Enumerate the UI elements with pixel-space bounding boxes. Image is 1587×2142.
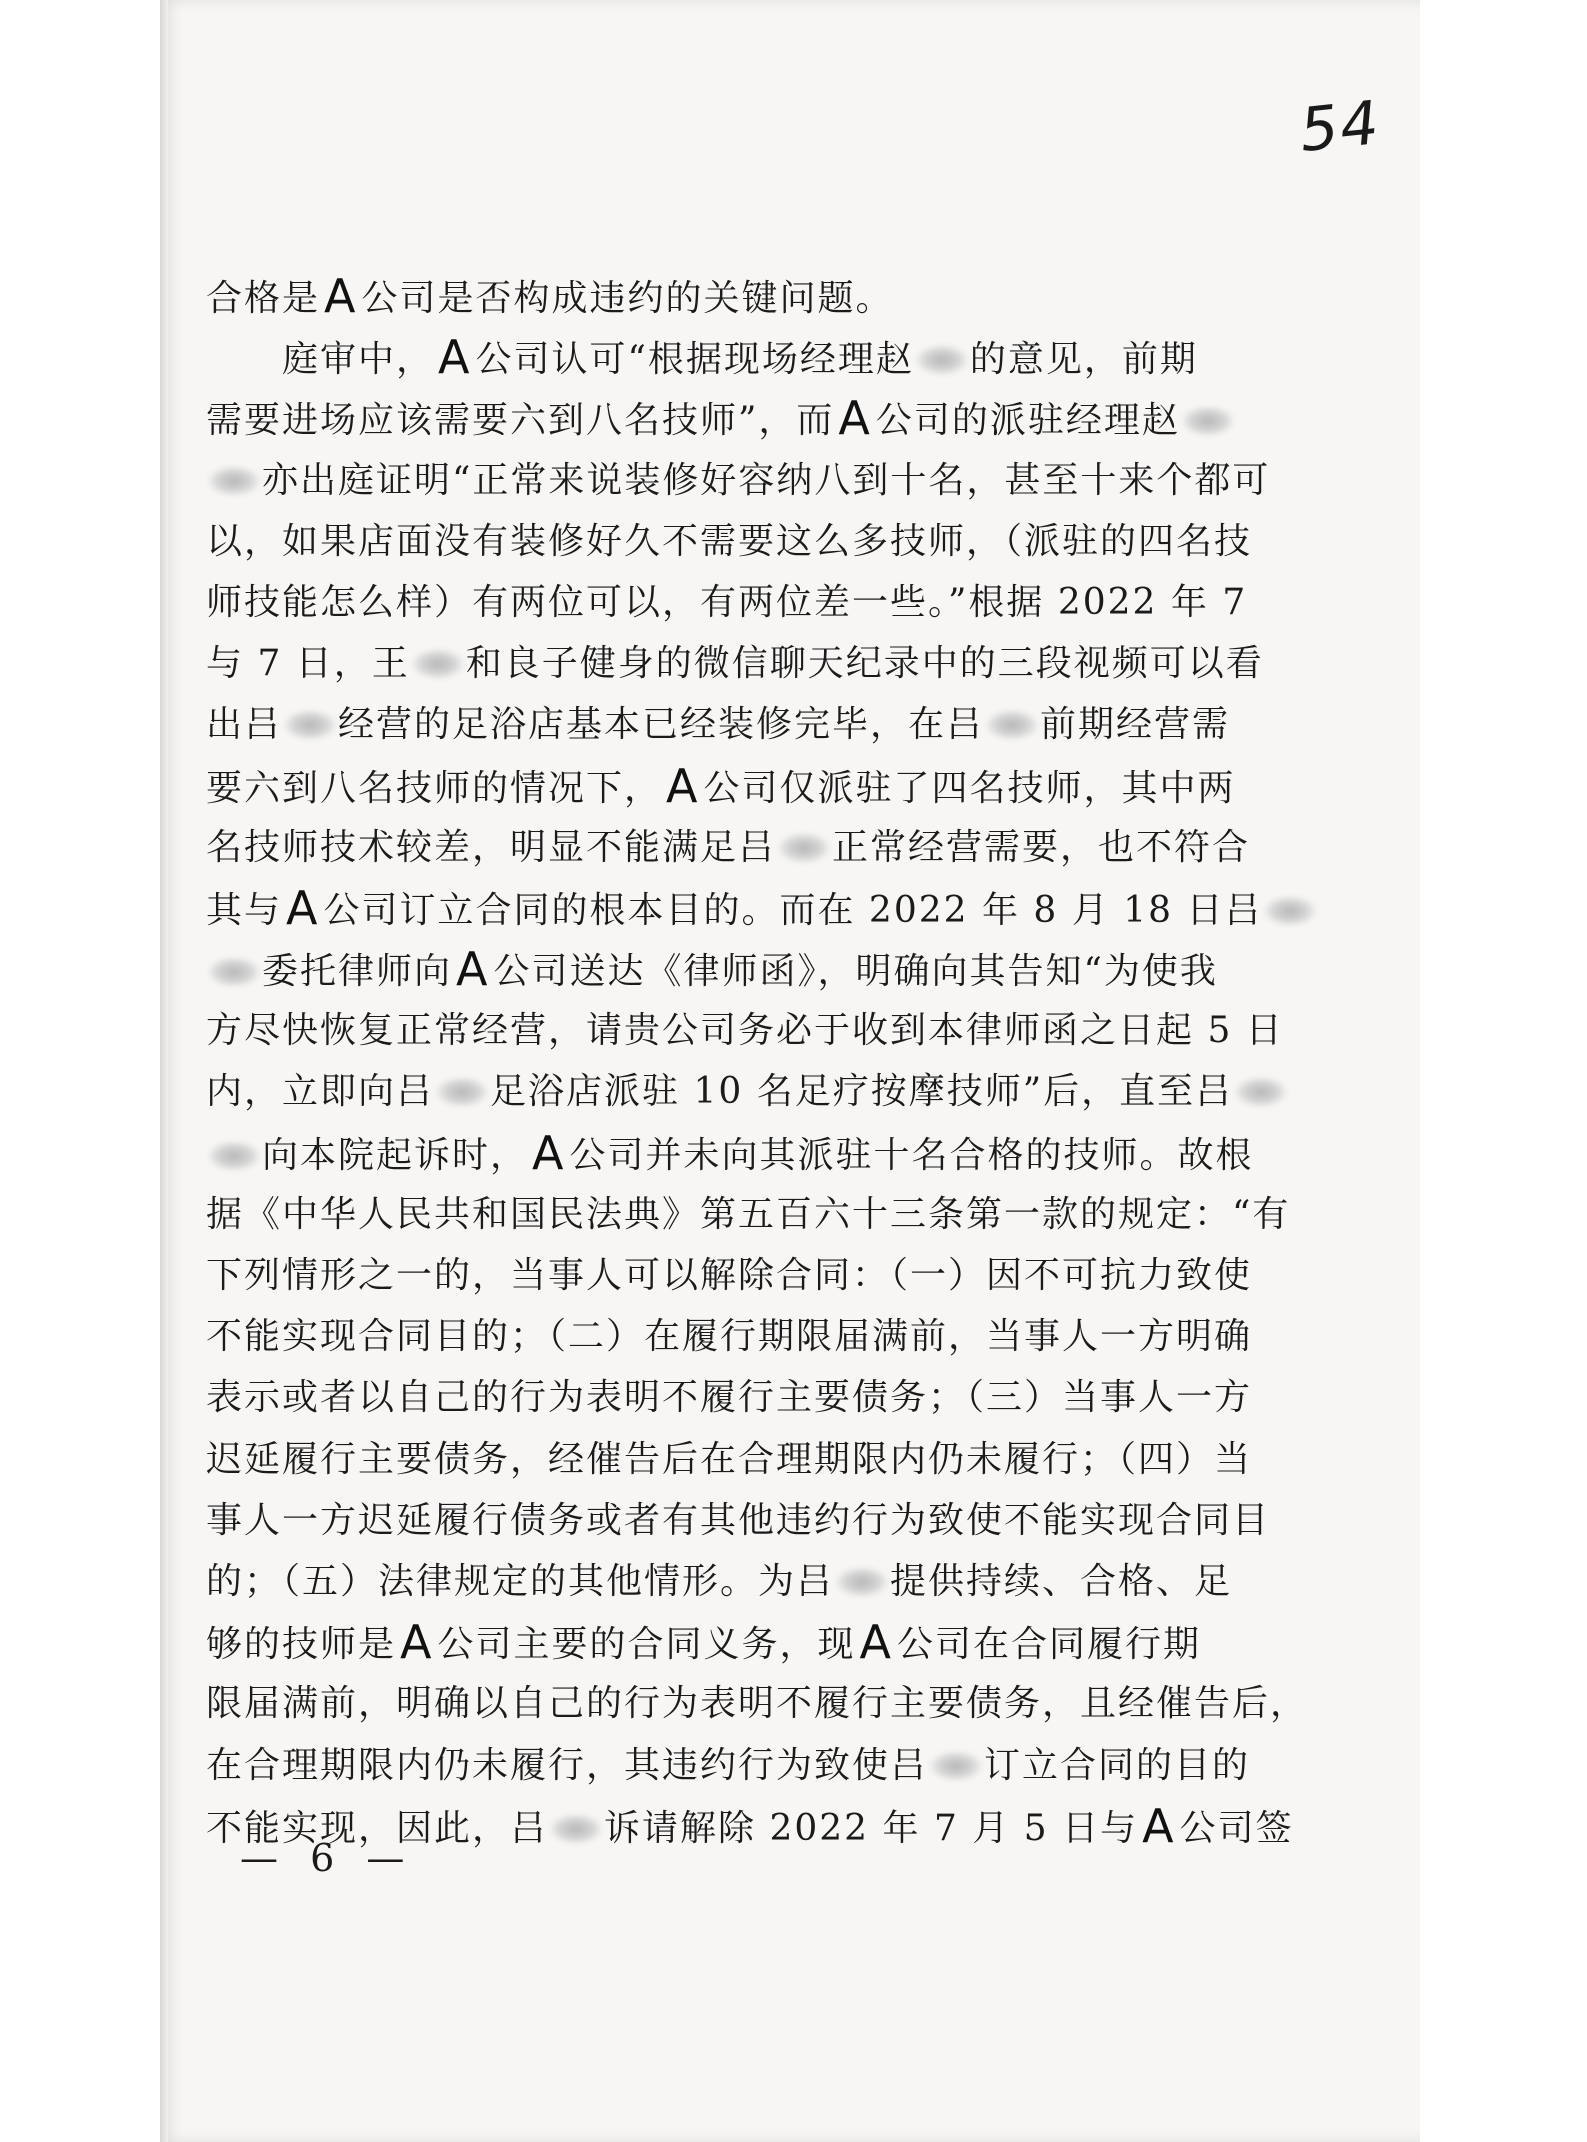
redacted-name <box>208 466 260 496</box>
company-placeholder: A <box>286 880 320 935</box>
text-segment: 其与 <box>206 889 283 931</box>
text-line <box>206 1429 1253 1490</box>
text-line <box>206 1061 1234 1122</box>
text-line <box>206 817 1251 878</box>
company-placeholder: A <box>859 1615 893 1670</box>
redacted-name <box>412 649 464 679</box>
text-line <box>206 450 1271 511</box>
text-segment: 向本院起诉时， <box>262 1134 529 1176</box>
text-line <box>206 939 1226 1000</box>
text-line <box>206 1245 1253 1306</box>
text-segment: 以，如果店面没有装修好久不需要这么多技师，（派驻的四名技 <box>206 520 1253 562</box>
text-line <box>206 633 1264 694</box>
text-line <box>206 756 1236 817</box>
redacted-name <box>208 957 260 987</box>
text-segment: 诉请解除 2022 年 7 月 5 日与 <box>604 1807 1139 1849</box>
text-line <box>206 1000 1284 1061</box>
text-segment: 公司认可“根据现场经理赵 <box>475 339 914 381</box>
text-segment: 需要进场应该需要六到八名技师”，而 <box>206 400 835 442</box>
text-segment: 下列情形之一的，当事人可以解除合同：（一）因不可抗力致使 <box>206 1255 1253 1296</box>
redacted-name <box>550 1814 602 1844</box>
text-segment: 不能实现，因此，吕 <box>206 1807 549 1849</box>
redacted-name <box>436 1077 488 1107</box>
company-placeholder: A <box>532 1125 566 1180</box>
text-segment: 迟延履行主要债务，经催告后在合理期限内仍未履行；（四）当 <box>206 1438 1253 1480</box>
text-segment: 委托律师向 <box>262 951 453 993</box>
text-segment: 前期经营需 <box>1040 704 1231 746</box>
redacted-name <box>986 710 1038 740</box>
document-body <box>206 266 1309 1857</box>
text-segment: 公司签 <box>1179 1807 1294 1849</box>
company-placeholder: A <box>324 269 358 323</box>
text-line <box>206 388 1226 449</box>
text-segment: 不能实现合同目的；（二）在履行期限届满前，当事人一方明确 <box>206 1316 1253 1358</box>
redacted-name <box>1182 406 1234 436</box>
text-segment: 限届满前，明确以自己的行为表明不履行主要债务，且经催告后， <box>206 1683 1309 1725</box>
text-segment: 公司并未向其派驻十名合格的技师。故根 <box>569 1134 1254 1176</box>
text-segment: 公司订立合同的根本目的。而在 2022 年 8 月 18 日吕 <box>323 889 1263 931</box>
text-line <box>206 1551 1233 1612</box>
text-segment: 公司送达《律师函》，明确向其告知“为使我 <box>493 951 1218 993</box>
text-segment: 正常经营需要，也不符合 <box>832 826 1251 868</box>
text-segment: 名技师技术较差，明显不能满足吕 <box>206 826 777 868</box>
text-segment: 公司是否构成违约的关键问题。 <box>361 278 894 319</box>
company-placeholder: A <box>400 1615 434 1670</box>
text-segment: 据《中华人民共和国民法典》第五百六十三条第一款的规定：“有 <box>206 1193 1291 1235</box>
text-segment: 要六到八名技师的情况下， <box>206 767 663 809</box>
text-line <box>206 1735 1251 1796</box>
text-segment: 亦出庭证明“正常来说装修好容纳八到十名，甚至十来个都可 <box>262 459 1271 501</box>
text-segment: 出吕 <box>206 704 283 746</box>
text-segment: 公司的派驻经理赵 <box>875 400 1180 442</box>
text-segment: 提供持续、合格、足 <box>890 1560 1233 1602</box>
text-segment: 事人一方迟延履行债务或者有其他违约行为致使不能实现合同目 <box>206 1499 1271 1541</box>
company-placeholder: A <box>838 391 872 446</box>
redacted-name <box>778 833 830 863</box>
text-line <box>206 572 1248 633</box>
text-segment: 的；（五）法律规定的其他情形。为吕 <box>206 1560 835 1602</box>
text-segment: 与 7 日，王 <box>206 643 410 685</box>
text-segment: 公司主要的合同义务，现 <box>437 1624 856 1666</box>
text-line <box>206 511 1253 572</box>
company-placeholder: A <box>666 758 700 813</box>
text-segment: 庭审中， <box>282 339 435 381</box>
text-segment: 的意见，前期 <box>969 339 1198 381</box>
text-segment: 够的技师是 <box>206 1624 397 1666</box>
redacted-name <box>930 1751 982 1781</box>
text-line <box>206 327 1226 388</box>
text-segment: 合格是 <box>206 278 321 319</box>
company-placeholder: A <box>1142 1798 1176 1853</box>
redacted-name <box>836 1567 888 1597</box>
text-segment: 公司仅派驻了四名技师，其中两 <box>703 767 1236 809</box>
text-line <box>206 1123 1254 1184</box>
text-line <box>206 1184 1291 1245</box>
text-line <box>206 1490 1271 1551</box>
text-line <box>206 1612 1226 1673</box>
redacted-name <box>284 710 336 740</box>
redacted-name <box>916 345 968 375</box>
text-segment: 师技能怎么样）有两位可以，有两位差一些。”根据 2022 年 7 <box>206 581 1248 623</box>
redacted-name <box>1264 896 1316 926</box>
text-segment: 公司在合同履行期 <box>896 1624 1201 1666</box>
company-placeholder: A <box>456 942 490 997</box>
text-line <box>206 266 1226 327</box>
company-placeholder: A <box>438 330 472 385</box>
text-segment: 内，立即向吕 <box>206 1071 435 1113</box>
page-number: — 6 — <box>240 1836 415 1880</box>
text-line <box>206 1673 1309 1734</box>
text-segment: 订立合同的目的 <box>984 1744 1251 1786</box>
redacted-name <box>208 1141 260 1171</box>
text-line <box>206 878 1263 939</box>
handwritten-page-mark: 54 <box>1296 87 1384 167</box>
redacted-name <box>1235 1077 1287 1107</box>
text-segment: 表示或者以自己的行为表明不履行主要债务；（三）当事人一方 <box>206 1377 1253 1419</box>
text-line <box>206 694 1231 755</box>
text-segment: 方尽快恢复正常经营，请贵公司务必于收到本律师函之日起 5 日 <box>206 1010 1284 1052</box>
text-segment: 经营的足浴店基本已经装修完毕，在吕 <box>338 704 985 746</box>
text-line <box>206 1367 1253 1428</box>
text-segment: 在合理期限内仍未履行，其违约行为致使吕 <box>206 1744 929 1786</box>
text-line <box>206 1306 1253 1367</box>
page-edge-shadow <box>160 0 168 2142</box>
text-segment: 和良子健身的微信聊天纪录中的三段视频可以看 <box>465 643 1264 685</box>
text-segment: 足浴店派驻 10 名足疗按摩技师”后，直至吕 <box>490 1071 1234 1113</box>
